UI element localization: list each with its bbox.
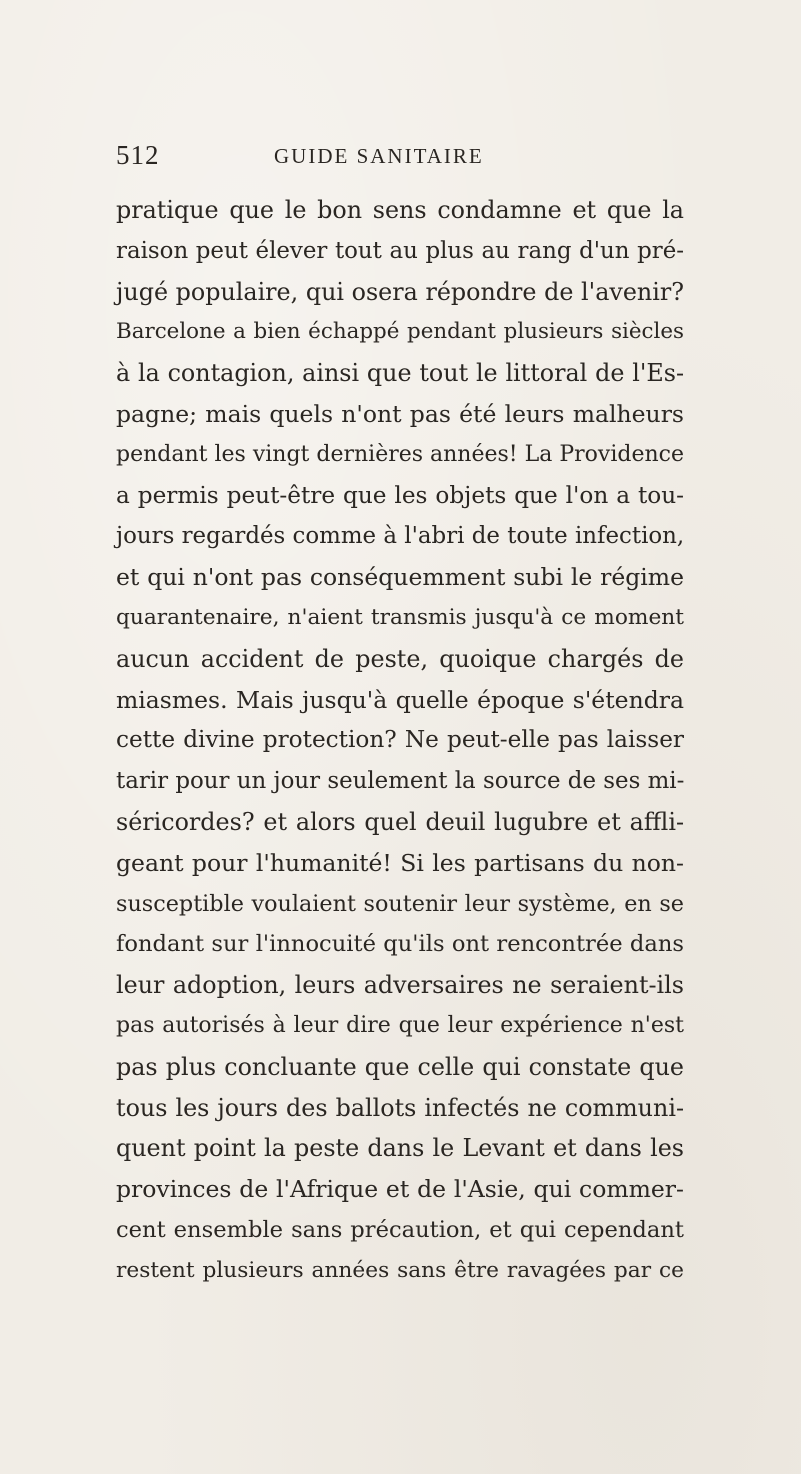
text-line: raison peut élever tout au plus au rang d'un pré- xyxy=(116,237,684,264)
text-line: cent ensemble sans précaution, et qui cependant xyxy=(116,1216,684,1243)
text-line: quarantenaire, n'aient transmis jusqu'à ce moment xyxy=(116,604,684,630)
running-head: GUIDE SANITAIRE xyxy=(274,144,484,168)
text-line: pendant les vingt dernières années! La Providence xyxy=(116,441,685,467)
text-line: à la contagion, ainsi que tout le littoral de l'Es- xyxy=(116,359,684,388)
text-line: tarir pour un jour seulement la source de ses mi- xyxy=(116,768,685,795)
text-line: quent point la peste dans le Levant et dans les xyxy=(116,1134,684,1163)
text-line: pratique que le bon sens condamne et que la xyxy=(116,196,684,224)
text-line: séricordes? et alors quel deuil lugubre et affli- xyxy=(116,807,684,836)
text-line: jugé populaire, qui osera répondre de l'avenir? xyxy=(116,277,684,306)
text-line: pas plus concluante que celle qui constate que xyxy=(116,1052,684,1081)
text-line: miasmes. Mais jusqu'à quelle époque s'étendra xyxy=(116,685,684,714)
text-line: aucun accident de peste, quoique chargés de xyxy=(116,644,684,673)
text-line: restent plusieurs années sans être ravagées par ce xyxy=(116,1257,684,1283)
text-line: geant pour l'humanité! Si les partisans du non- xyxy=(116,848,684,877)
text-line: leur adoption, leurs adversaires ne seraient-ils xyxy=(116,971,684,1000)
text-line: provinces de l'Afrique et de l'Asie, qui commer- xyxy=(116,1175,684,1204)
text-line: tous les jours des ballots infectés ne communi- xyxy=(116,1093,684,1122)
page-header xyxy=(116,140,681,180)
text-line: Barcelone a bien échappé pendant plusieurs siècles xyxy=(116,319,684,345)
text-line: cette divine protection? Ne peut-elle pas laisser xyxy=(116,726,684,754)
page-number: 512 xyxy=(116,140,160,170)
text-line: a permis peut-être que les objets que l'on a tou- xyxy=(116,481,684,509)
text-line: et qui n'ont pas conséquemment subi le régime xyxy=(116,563,684,592)
text-line: fondant sur l'innocuité qu'ils ont rencontrée dans xyxy=(116,931,684,958)
text-line: pagne; mais quels n'ont pas été leurs malheurs xyxy=(116,399,684,428)
body-text xyxy=(116,190,684,1292)
text-line: susceptible voulaient soutenir leur système, en se xyxy=(116,890,684,917)
text-line: jours regardés comme à l'abri de toute infection, xyxy=(116,523,685,550)
text-line: pas autorisés à leur dire que leur expérience n'est xyxy=(116,1012,684,1038)
